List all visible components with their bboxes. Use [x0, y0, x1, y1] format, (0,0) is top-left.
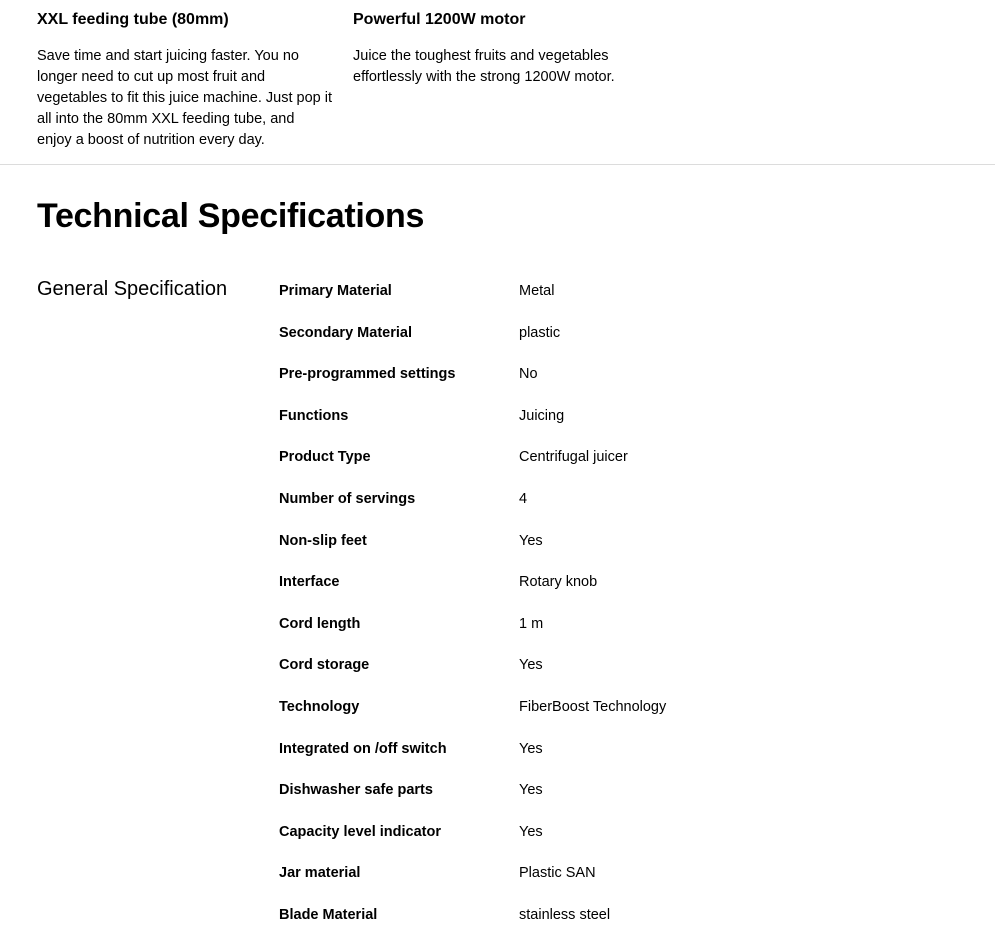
feature-highlights [0, 0, 995, 165]
spec-value: Yes [519, 823, 543, 840]
feature-title: XXL feeding tube (80mm) [37, 11, 229, 28]
spec-value: plastic [519, 324, 561, 341]
spec-row-non-slip-feet [279, 530, 879, 572]
spec-row-technology [279, 696, 879, 738]
spec-value: Juicing [519, 407, 565, 424]
spec-name: Cord storage [279, 657, 370, 674]
feature-description: Juice the toughest fruits and vegetables effortlessly with the strong 1200W motor. [353, 48, 615, 85]
spec-row-capacity-level-indicator [279, 821, 879, 863]
spec-row-product-type [279, 446, 879, 488]
spec-name: Cord length [279, 615, 361, 632]
spec-name: Capacity level indicator [279, 823, 441, 840]
spec-row-jar-material [279, 862, 879, 904]
spec-name: Number of servings [279, 490, 416, 507]
spec-value: Yes [519, 782, 543, 799]
spec-name: Primary Material [279, 283, 392, 299]
spec-row-cord-length [279, 613, 879, 655]
spec-value: 4 [519, 490, 528, 507]
spec-row-secondary-material [279, 322, 879, 364]
spec-table [279, 280, 879, 946]
spec-value: Plastic SAN [519, 865, 596, 882]
spec-name: Product Type [279, 449, 371, 466]
spec-value: Yes [519, 657, 543, 674]
spec-value: stainless steel [519, 906, 611, 923]
spec-value: No [519, 366, 538, 383]
technical-specifications-heading: Technical Specifications [37, 197, 425, 235]
spec-name: Secondary Material [279, 324, 412, 341]
spec-row-cord-storage [279, 654, 879, 696]
spec-name: Functions [279, 407, 349, 424]
spec-row-integrated-switch [279, 738, 879, 780]
feature-description: Save time and start juicing faster. You no longer need to cut up most fruit and vegetables to fit this juice machine. Just pop it all into the 80mm XXL feeding tube, and enjoy a boost of nutrition every day. [37, 48, 332, 148]
spec-value: Yes [519, 532, 543, 549]
spec-group-label: General Specification [37, 278, 228, 300]
spec-row-number-of-servings [279, 488, 879, 530]
spec-name: Interface [279, 574, 340, 591]
spec-name: Non-slip feet [279, 532, 367, 549]
spec-name: Blade Material [279, 906, 378, 923]
spec-name: Integrated on /off switch [279, 740, 447, 757]
spec-value: Rotary knob [519, 574, 598, 591]
spec-name: Jar material [279, 865, 361, 882]
feature-title: Powerful 1200W motor [353, 11, 526, 28]
spec-row-blade-material [279, 904, 879, 946]
spec-value: Metal [519, 283, 555, 299]
spec-value: 1 m [519, 615, 544, 632]
spec-name: Dishwasher safe parts [279, 782, 433, 799]
feature-powerful-motor [353, 10, 653, 88]
feature-xxl-feeding-tube [37, 10, 337, 151]
spec-row-dishwasher-safe-parts [279, 779, 879, 821]
spec-value: Yes [519, 740, 543, 757]
spec-value: Centrifugal juicer [519, 449, 628, 466]
spec-name: Pre-programmed settings [279, 366, 456, 383]
spec-row-primary-material [279, 280, 879, 322]
spec-row-pre-programmed-settings [279, 363, 879, 405]
spec-value: FiberBoost Technology [519, 698, 667, 715]
spec-row-interface [279, 571, 879, 613]
spec-row-functions [279, 405, 879, 447]
spec-name: Technology [279, 698, 360, 715]
